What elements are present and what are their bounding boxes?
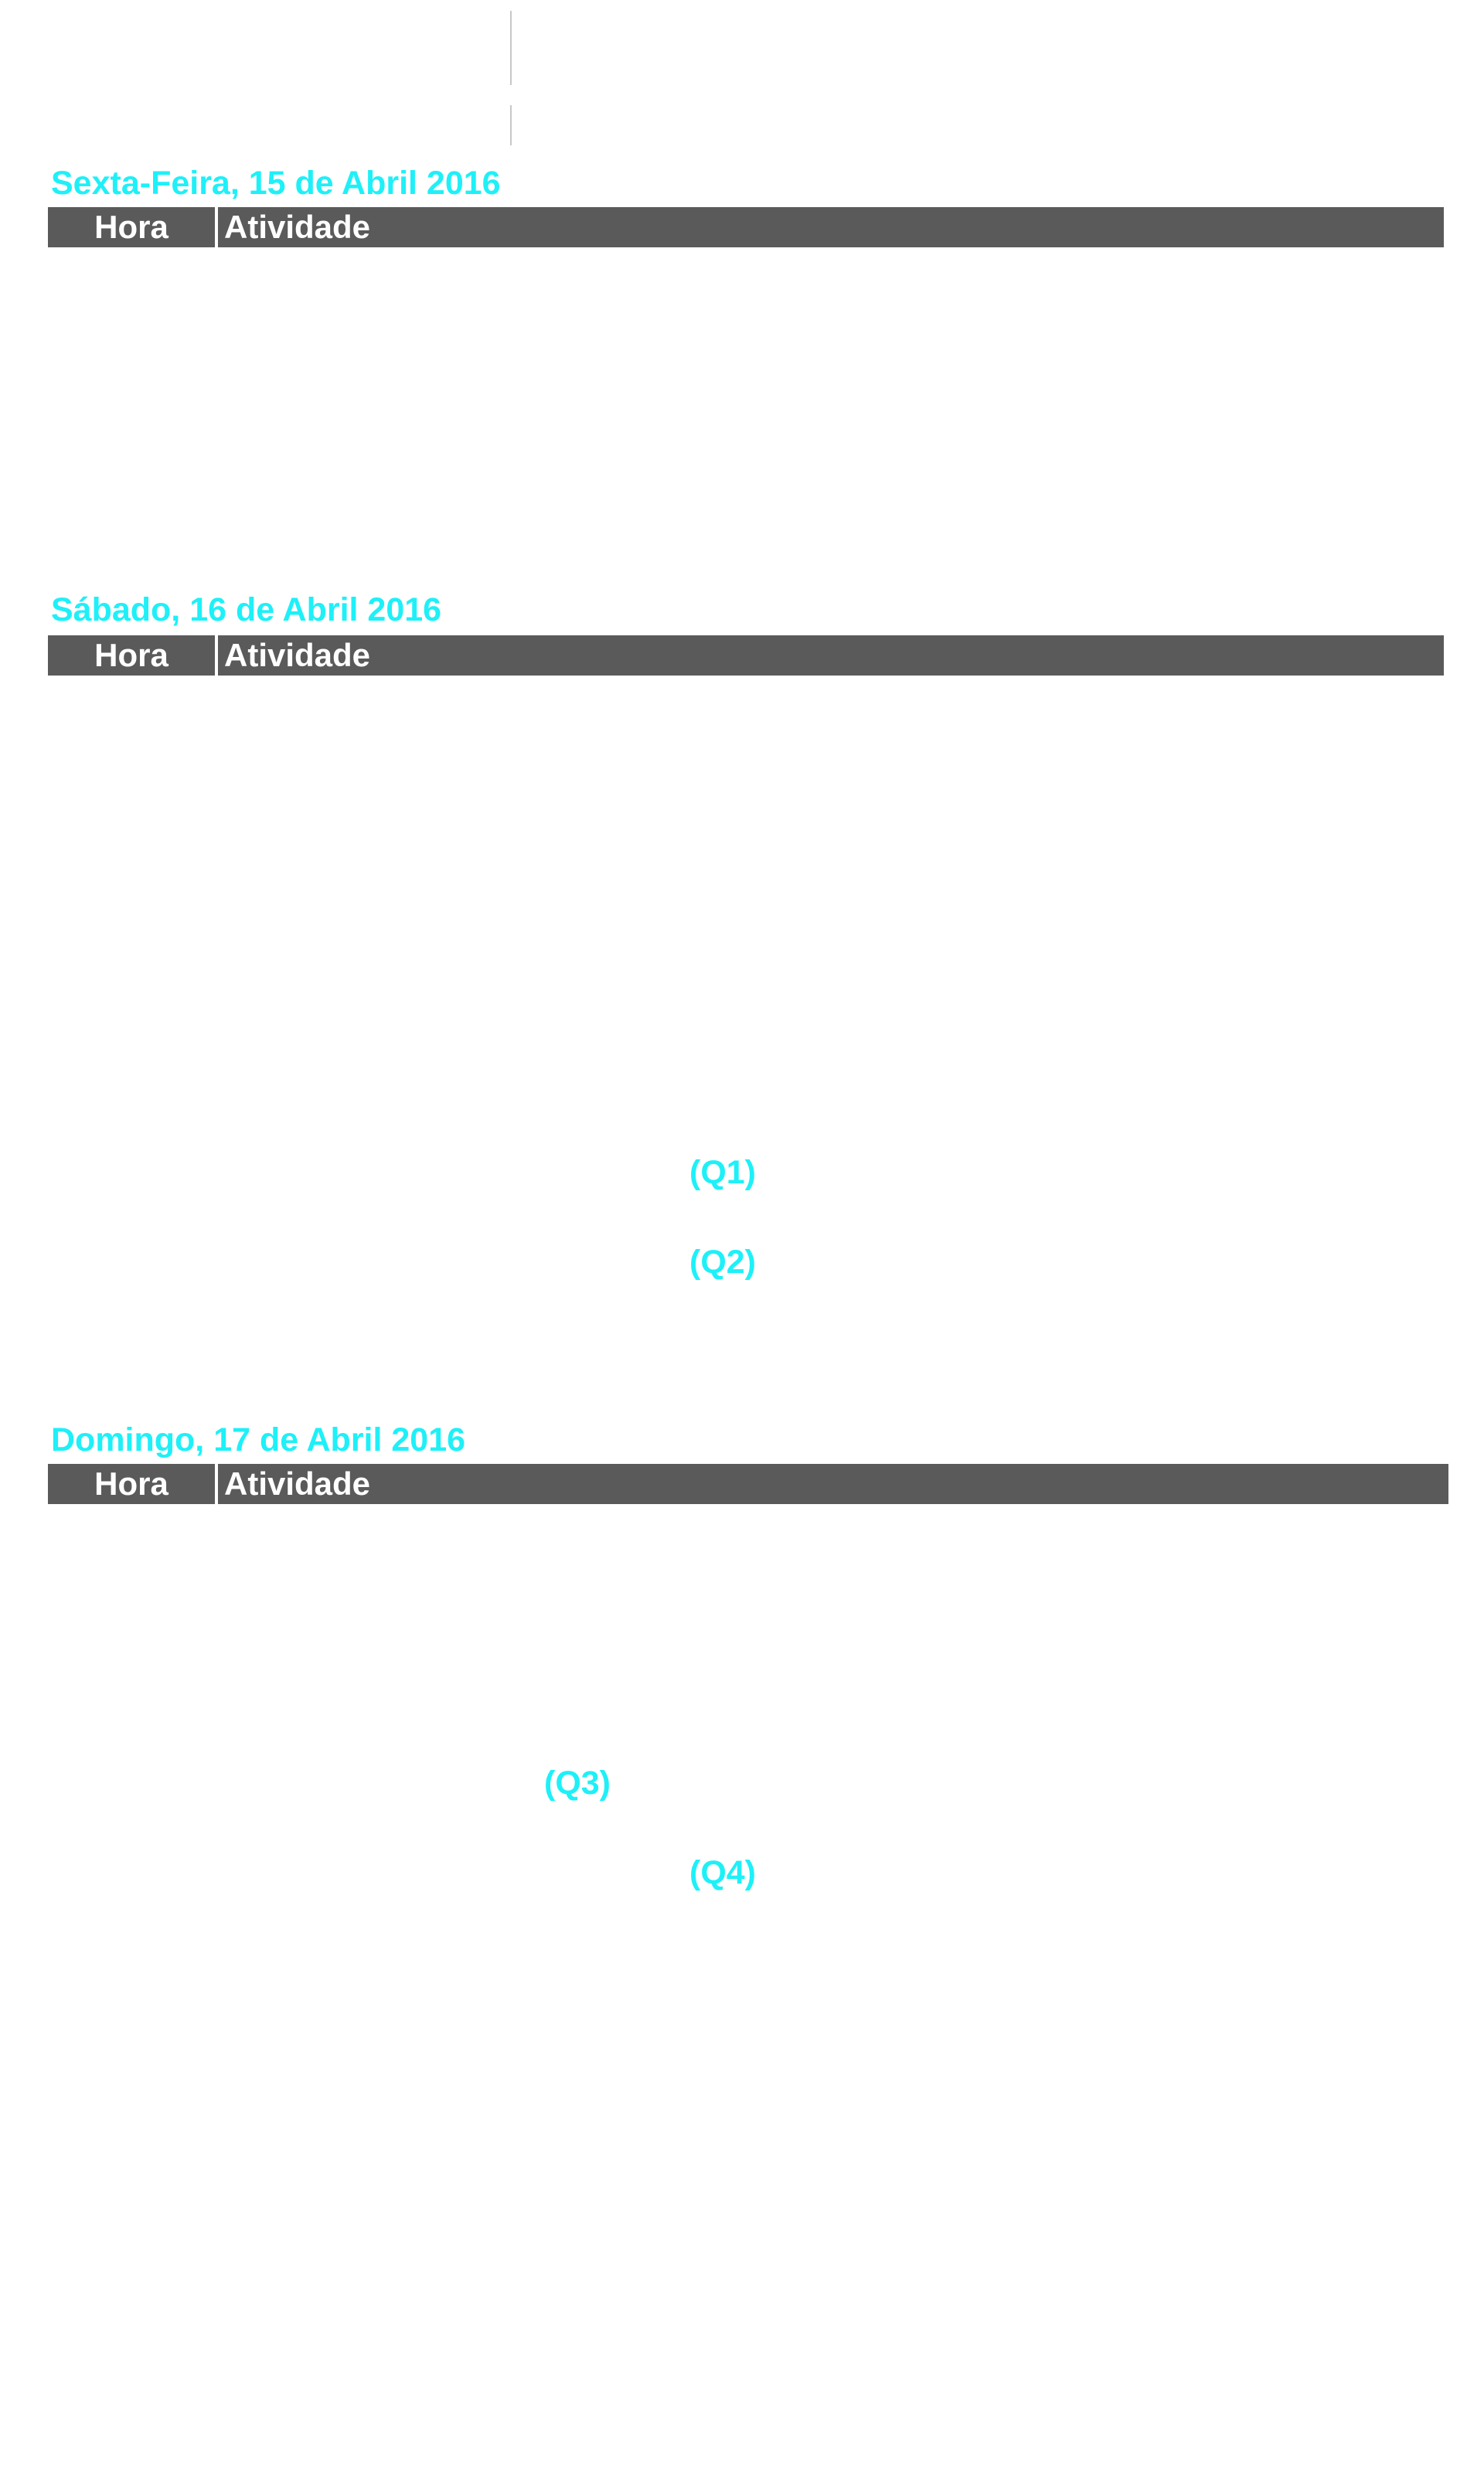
schedule-table-header-sunday xyxy=(48,1464,1448,1504)
vertical-divider-bottom xyxy=(510,105,512,145)
marker-q2: (Q2) xyxy=(689,1244,756,1281)
day-heading-saturday: Sábado, 16 de Abril 2016 xyxy=(51,591,442,628)
day-heading-sunday: Domingo, 17 de Abril 2016 xyxy=(51,1421,466,1458)
column-header-hora: Hora xyxy=(48,635,218,676)
schedule-table-header-friday xyxy=(48,207,1444,247)
schedule-table-header-saturday xyxy=(48,635,1444,676)
day-heading-friday: Sexta-Feira, 15 de Abril 2016 xyxy=(51,165,501,202)
column-header-atividade: Atividade xyxy=(224,637,371,673)
column-header-hora: Hora xyxy=(48,207,218,247)
column-header-atividade: Atividade xyxy=(224,1465,371,1502)
vertical-divider-top xyxy=(510,11,512,85)
column-header-atividade: Atividade xyxy=(224,209,371,245)
marker-q3: (Q3) xyxy=(544,1765,611,1802)
marker-q4: (Q4) xyxy=(689,1854,756,1891)
marker-q1: (Q1) xyxy=(689,1154,756,1191)
column-header-hora: Hora xyxy=(48,1464,218,1504)
